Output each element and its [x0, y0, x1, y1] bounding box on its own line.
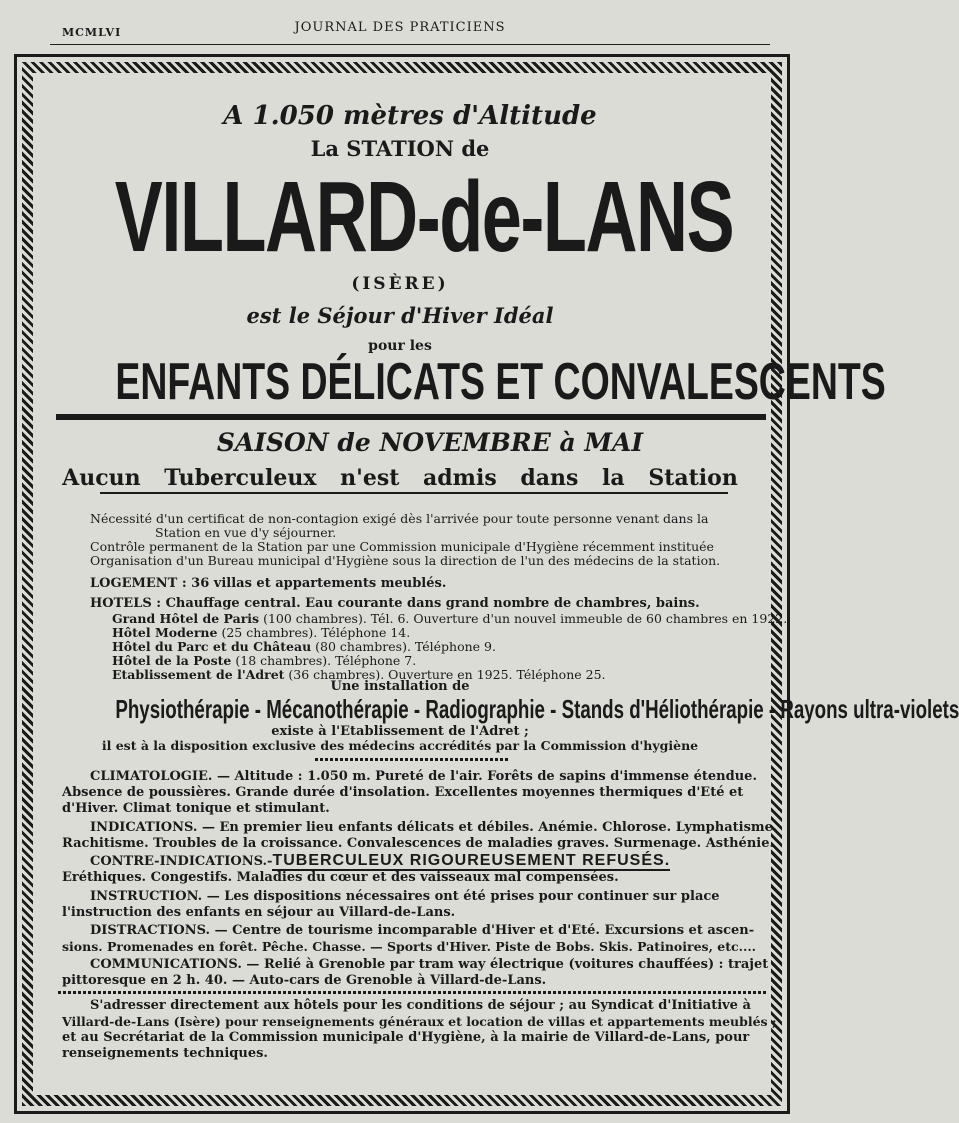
intro-line-3: Contrôle permanent de la Station par une Commission municipale d'Hygiène récemment instituée: [90, 539, 714, 554]
existe-line: existe à l'Etablissement de l'Adret ;: [271, 724, 529, 739]
station-de-line: La STATION de: [310, 136, 490, 161]
hotel-name: Etablissement de l'Adret: [112, 667, 285, 682]
year-label: MCMLVI: [62, 26, 122, 39]
indications-line-2: Rachitisme. Troubles de la croissance. Convalescences de maladies graves. Surmenage. Asthénie.: [62, 836, 775, 851]
pour-les-line: pour les: [368, 338, 432, 354]
adresser-line-1: S'adresser directement aux hôtels pour les conditions de séjour ; au Syndicat d'Initiative à: [90, 998, 751, 1013]
communications-line-1: COMMUNICATIONS. — Relié à Grenoble par tram way électrique (voitures chauffées) : trajet: [90, 957, 769, 972]
adresser-line-3: et au Secrétariat de la Commission municipale d'Hygiène, à la mairie de Villard-de-Lans, pour: [62, 1030, 750, 1045]
climatologie-line-1: CLIMATOLOGIE. — Altitude : 1.050 m. Pureté de l'air. Forêts de sapins d'immense étendue.: [90, 769, 757, 784]
header-rule: [50, 44, 770, 45]
climatologie-line-2: Absence de poussières. Grande durée d'insolation. Excellentes moyennes thermiques d'Eté et: [62, 785, 744, 800]
hotel-detail: (25 chambres). Téléphone 14.: [217, 625, 411, 640]
target-headline: ENFANTS DÉLICATS ET CONVALESCENTS: [115, 353, 886, 411]
therapies-line: Physiothérapie - Mécanothérapie - Radiographie - Stands d'Héliothérapie - Rayons ultra-violets: [115, 694, 959, 724]
indications-line-1: INDICATIONS. — En premier lieu enfants délicats et débiles. Anémie. Chlorose. Lymphatisme.: [90, 820, 778, 835]
adresser-line-2: Villard-de-Lans (Isère) pour renseignements généraux et location de villas et appartements meublés ;: [62, 1014, 777, 1029]
hotel-name: Hôtel du Parc et du Château: [112, 639, 312, 654]
headline-rule: [56, 414, 766, 420]
hotel-line: [112, 625, 410, 640]
contre-more-line: Eréthiques. Congestifs. Maladies du cœur et des vaisseaux mal compensées.: [62, 870, 619, 885]
hotel-name: Hôtel de la Poste: [112, 653, 232, 668]
contre-label: CONTRE-INDICATIONS.-: [90, 854, 273, 869]
climatologie-line-3: d'Hiver. Climat tonique et stimulant.: [62, 801, 330, 816]
distractions-line-2: sions. Promenades en forêt. Pêche. Chasse. — Sports d'Hiver. Piste de Bobs. Skis. Patinoires, etc....: [62, 939, 757, 954]
dotted-separator: [58, 991, 766, 994]
season-line: SAISON de NOVEMBRE à MAI: [216, 428, 644, 457]
journal-header: [0, 0, 800, 40]
instruction-line-1: INSTRUCTION. — Les dispositions nécessaires ont été prises pour continuer sur place: [90, 889, 720, 904]
communications-line-2: pittoresque en 2 h. 40. — Auto-cars de Grenoble à Villard-de-Lans.: [62, 973, 547, 988]
station-name: VILLARD-de-LANS: [114, 161, 734, 273]
contre-indications-line: [90, 852, 670, 870]
intro-line-2: Station en vue d'y séjourner.: [155, 525, 337, 540]
hotel-detail: (36 chambres). Ouverture en 1925. Téléphone 25.: [284, 667, 606, 682]
intro-line-4: Organisation d'un Bureau municipal d'Hygiène sous la direction de l'un des médecins de la station.: [90, 553, 721, 568]
no-tuberculous-line: Aucun Tuberculeux n'est admis dans la Station: [62, 465, 738, 491]
hotel-line: [112, 611, 787, 626]
sejour-line: est le Séjour d'Hiver Idéal: [246, 303, 554, 328]
installation-line: Une installation de: [330, 679, 470, 694]
adresser-line-4: renseignements techniques.: [62, 1046, 268, 1061]
hotel-name: Grand Hôtel de Paris: [112, 611, 260, 626]
hotel-name: Hôtel Moderne: [112, 625, 218, 640]
no-tuberculous-rule: [100, 492, 728, 494]
hotels-title: HOTELS : Chauffage central. Eau courante dans grand nombre de chambres, bains.: [90, 596, 700, 611]
intro-line-1: Nécessité d'un certificat de non-contagion exigé dès l'arrivée pour toute personne venant dans la: [90, 511, 709, 526]
hotel-line: [112, 653, 416, 668]
hotel-line: [112, 639, 496, 654]
dotted-rule: [315, 758, 510, 761]
instruction-line-2: l'instruction des enfants en séjour au Villard-de-Lans.: [62, 905, 456, 920]
region-line: (ISÈRE): [351, 274, 449, 294]
hotel-detail: (80 chambres). Téléphone 9.: [311, 639, 496, 654]
disposition-line: il est à la disposition exclusive des médecins accrédités par la Commission d'hygiène: [101, 738, 699, 753]
hotel-detail: (18 chambres). Téléphone 7.: [231, 653, 417, 668]
altitude-line: A 1.050 mètres d'Altitude: [223, 101, 597, 131]
refused-notice: TUBERCULEUX RIGOUREUSEMENT REFUSÉS.: [272, 852, 671, 869]
journal-title: JOURNAL DES PRATICIENS: [294, 20, 506, 35]
hotel-detail: (100 chambres). Tél. 6. Ouverture d'un nouvel immeuble de 60 chambres en 1922.: [259, 611, 788, 626]
logement-line: LOGEMENT : 36 villas et appartements meublés.: [90, 576, 447, 591]
distractions-line-1: DISTRACTIONS. — Centre de tourisme incomparable d'Hiver et d'Eté. Excursions et ascen-: [90, 923, 755, 938]
